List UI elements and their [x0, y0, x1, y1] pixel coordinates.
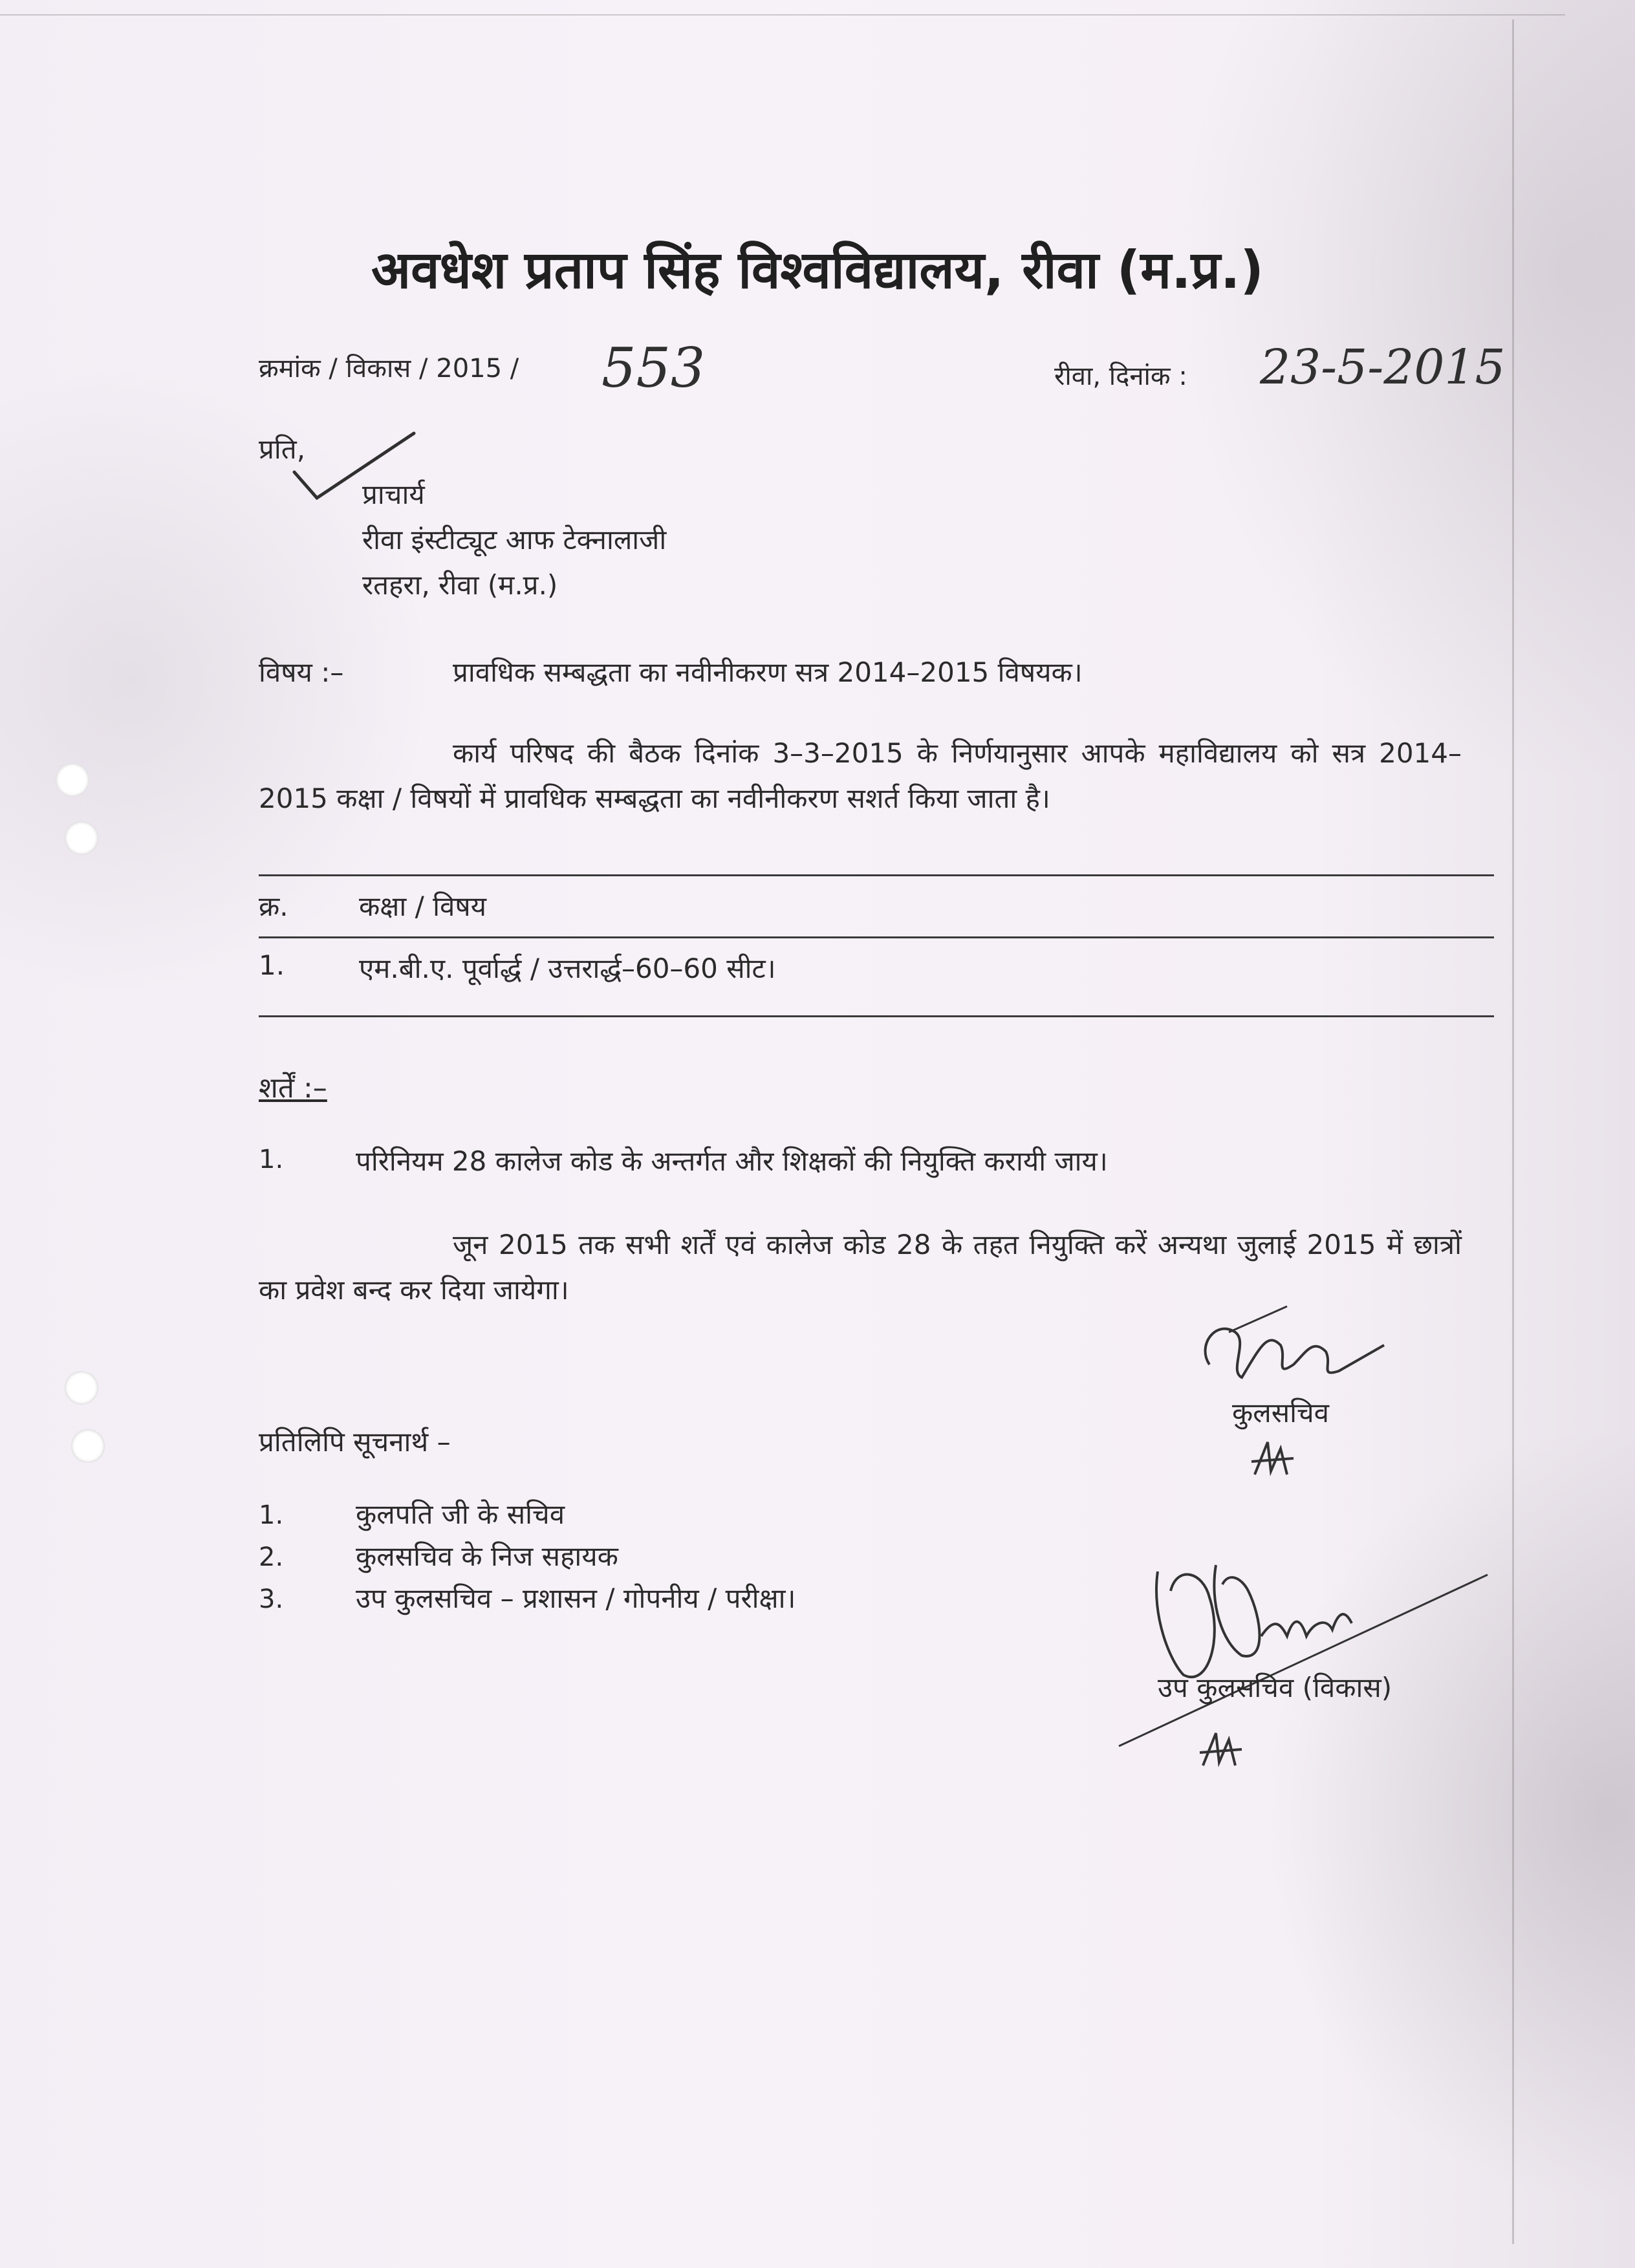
condition-text: परिनियम 28 कालेज कोड के अन्तर्गत और शिक्षकों की नियुक्ति करायी जाय। — [356, 1145, 1108, 1177]
copy-item-3-text: उप कुलसचिव – प्रशासन / गोपनीय / परीक्षा। — [356, 1582, 796, 1614]
subject-text: प्रावधिक सम्बद्धता का नवीनीकरण सत्र 2014–2015 विषयक। — [453, 656, 1083, 688]
scan-edge-top — [0, 14, 1565, 16]
punch-hole-4 — [71, 1429, 105, 1463]
signature1-title: कुलसचिव — [1232, 1397, 1330, 1429]
to-label: प्रति, — [259, 433, 306, 465]
signature-deputy-registrar — [1112, 1539, 1500, 1753]
addressee-line-2: रीवा इंस्टीट्यूट आफ टेक्नालाजी — [362, 524, 667, 556]
conditions-note: जून 2015 तक सभी शर्तें एवं कालेज कोड 28 के तहत नियुक्ति करें अन्यथा जुलाई 2015 में छात्रों का प्रवेश बन्द कर दिया जायेगा। — [259, 1229, 1462, 1306]
copy-item-2-num: 2. — [259, 1542, 284, 1572]
copy-item-1-num: 1. — [259, 1500, 284, 1530]
addressee-line-3: रतहरा, रीवा (म.प्र.) — [362, 569, 558, 601]
reference-prefix: क्रमांक / विकास / 2015 / — [259, 354, 519, 383]
table-header-serial: क्र. — [259, 891, 288, 922]
university-heading: अवधेश प्रताप सिंह विश्वविद्यालय, रीवा (म.प्र.) — [371, 240, 1264, 300]
body-paragraph: कार्य परिषद की बैठक दिनांक 3–3–2015 के निर्णयानुसार आपके महाविद्यालय को सत्र 2014–2015 कक्षा / विषयों में प्रावधिक सम्बद्धता का नवीनीकरण सशर्त किया जाता है। — [259, 737, 1462, 814]
subject-label: विषय :– — [259, 656, 344, 688]
date-handwritten: 23-5-2015 — [1260, 340, 1506, 395]
punch-hole-3 — [65, 1371, 98, 1405]
condition-number: 1. — [259, 1145, 284, 1174]
table-row-serial: 1. — [259, 949, 285, 981]
initials-mark-2 — [1196, 1727, 1248, 1772]
addressee-line-1: प्राचार्य — [362, 479, 425, 510]
signature2-title: उप कुलसचिव (विकास) — [1158, 1672, 1392, 1703]
table-header-subject: कक्षा / विषय — [359, 891, 486, 922]
signature-registrar — [1190, 1306, 1397, 1397]
punch-hole-1 — [56, 763, 89, 797]
initials-mark-1 — [1248, 1436, 1300, 1481]
table-top-rule — [259, 874, 1494, 876]
copy-to-label: प्रतिलिपि सूचनार्थ – — [259, 1426, 451, 1458]
scan-edge-right — [1512, 19, 1514, 2244]
conditions-title: शर्तें :– — [259, 1072, 327, 1105]
reference-number-handwritten: 553 — [601, 336, 706, 400]
copy-item-3-num: 3. — [259, 1584, 284, 1614]
table-bottom-rule — [259, 1015, 1494, 1017]
table-row-subject: एम.बी.ए. पूर्वार्द्ध / उत्तरार्द्ध–60–60 सीट। — [359, 953, 776, 984]
date-label: रीवा, दिनांक : — [1054, 362, 1187, 391]
copy-item-1-text: कुलपति जी के सचिव — [356, 1498, 565, 1530]
punch-hole-2 — [65, 821, 98, 855]
table-header-rule — [259, 936, 1494, 938]
copy-item-2-text: कुलसचिव के निज सहायक — [356, 1540, 618, 1572]
